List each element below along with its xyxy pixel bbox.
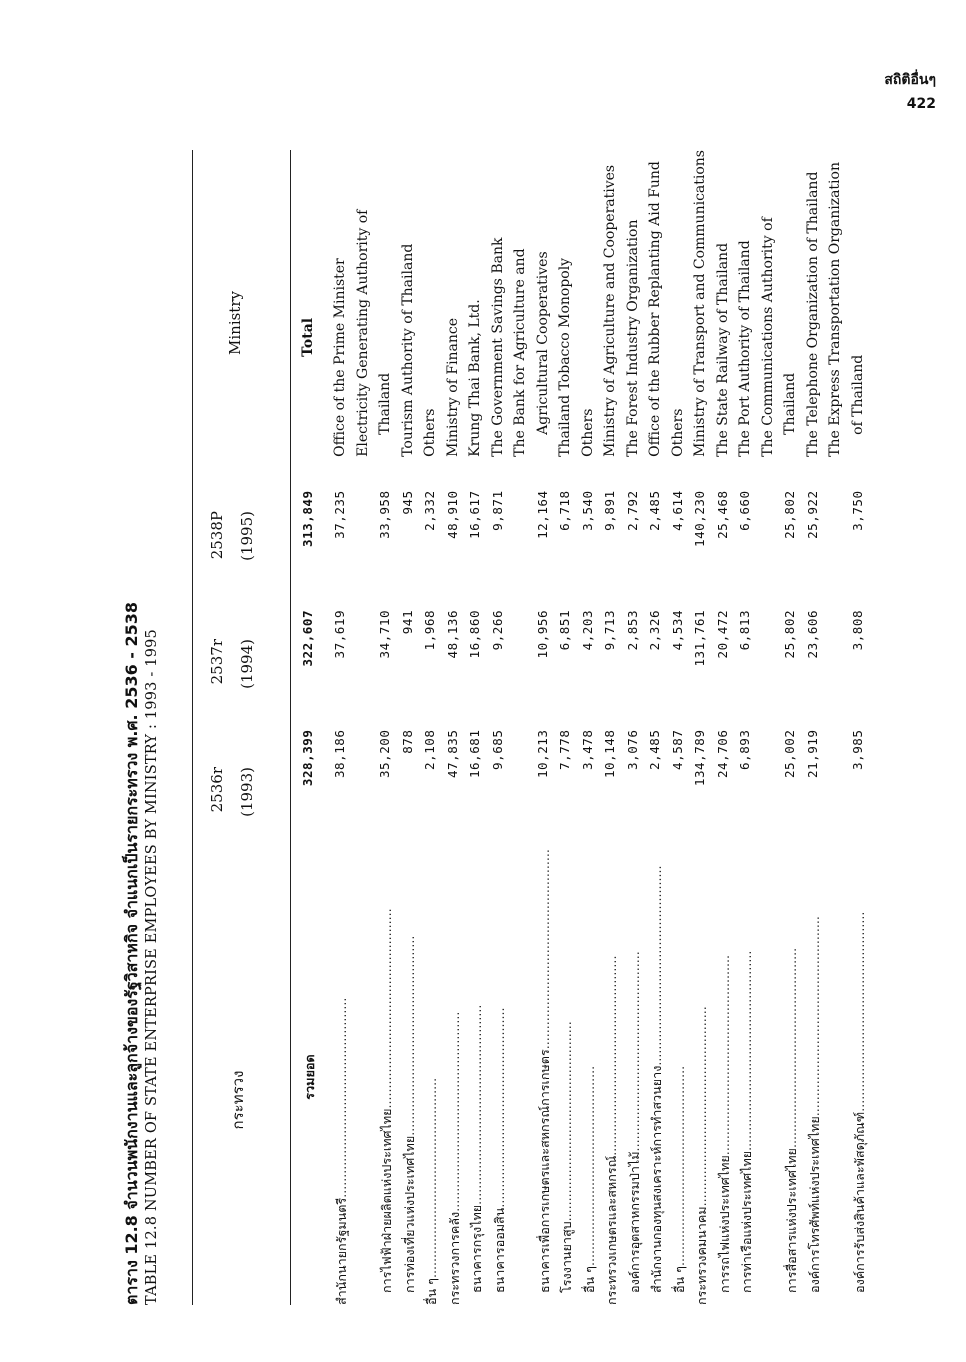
row-value-1994: 941	[399, 609, 415, 635]
row-thai-label	[782, 849, 805, 1305]
thai-label-text: การรถไฟแห่งประเทศไทย	[716, 1155, 732, 1293]
row-value-1993: 47,835	[444, 729, 460, 779]
section-label: สถิติอื่นๆ	[884, 72, 936, 88]
gap	[580, 457, 603, 491]
thai-label-text: สำนักนายกรัฐมนตรี	[334, 1197, 349, 1305]
leader-dots: ..................................................	[401, 935, 417, 1136]
thai-label-text: องค์การอุตสาหกรรมป่าไม้	[626, 1151, 642, 1293]
row-value-1994: 16,860	[467, 609, 482, 659]
leader-dots: ..................................................	[806, 916, 822, 1117]
thai-label-text: อื่น ๆ	[671, 1266, 687, 1293]
row-value-1995: 6,660	[737, 490, 752, 531]
top-rule	[192, 150, 193, 1305]
row-value-1994: 25,802	[782, 609, 797, 659]
row-english-label: Office of the Rubber Replanting Aid Fund	[647, 161, 663, 457]
table-row	[490, 150, 513, 1305]
leader-dots: ..................................................	[581, 1065, 597, 1267]
row-value-1993	[827, 730, 850, 850]
row-value-1993: 2,485	[647, 729, 662, 770]
total-english: Total	[300, 317, 316, 357]
row-english-label: Tourism Authority of Thailand	[399, 243, 416, 457]
table-row	[602, 150, 625, 1305]
row-value-1993: 21,919	[804, 729, 820, 779]
title-thai: ตาราง 12.8 จำนวนพนักงานและลูกจ้างของรัฐวิสาหกิจ จำแนกเป็นรายกระทรวง พ.ศ. 2536 - 2538	[122, 601, 141, 1305]
header-2538	[208, 511, 226, 639]
leader-dots: ..................................................	[536, 849, 552, 1050]
row-english-label: The Port Authority of Thailand	[737, 240, 753, 457]
row-value-1995: 48,910	[444, 490, 460, 539]
row-value-1994	[827, 610, 850, 730]
gap	[737, 457, 760, 491]
table-row	[692, 150, 715, 1305]
row-english-label: Thailand Tobacco Monopoly	[557, 257, 573, 457]
table-row	[400, 150, 423, 1305]
thai-label-text: โรงงานยาสูบ	[559, 1221, 574, 1293]
leader-dots: ..................................................	[559, 1021, 574, 1222]
leader-dots: ..................................................	[671, 1065, 687, 1267]
row-value-1993: 6,893	[737, 729, 752, 770]
row-value-1993: 24,706	[714, 729, 730, 779]
row-value-1995	[355, 490, 378, 610]
table-row	[782, 150, 805, 1305]
table-row	[377, 150, 400, 1305]
table-row	[422, 150, 445, 1305]
row-value-1994	[760, 610, 783, 730]
row-value-1995: 9,891	[602, 490, 617, 531]
row-value-1994: 20,472	[714, 609, 730, 659]
table-row	[355, 150, 378, 1305]
row-english-label: The Government Savings Bank	[489, 237, 506, 457]
leader-dots: ..................................................	[491, 1007, 507, 1208]
table-row	[827, 150, 850, 1305]
row-value-1995	[760, 490, 783, 610]
leader-dots: ..................................................	[446, 1011, 462, 1212]
row-thai-label	[827, 849, 850, 1305]
leader-dots: ..................................................	[739, 950, 754, 1151]
thai-label-text: กระทรวงเกษตรและสหกรณ์	[604, 1155, 619, 1305]
row-thai-label	[625, 849, 648, 1305]
row-value-1993	[512, 730, 535, 850]
row-thai-label	[850, 849, 873, 1305]
row-english-label: Others	[579, 408, 596, 457]
row-english-label: Ministry of Finance	[444, 317, 461, 457]
thai-label-text: กระทรวงการคลัง	[446, 1211, 462, 1305]
row-english-label: Ministry of Agriculture and Cooperatives	[602, 164, 618, 457]
row-value-1993: 38,186	[332, 729, 347, 779]
row-thai-label	[557, 849, 580, 1305]
row-thai-label	[647, 849, 670, 1305]
gap	[715, 457, 738, 491]
row-thai-label	[490, 849, 513, 1305]
table-row	[805, 150, 828, 1305]
row-value-1993	[760, 730, 783, 850]
thai-label-text: อื่น ๆ	[424, 1278, 439, 1305]
row-thai-label	[737, 849, 760, 1305]
row-value-1993: 10,148	[602, 729, 617, 779]
gap	[422, 457, 445, 491]
row-value-1995: 945	[399, 490, 415, 515]
leader-dots: ..................................................	[469, 1004, 484, 1205]
table-row	[467, 150, 490, 1305]
table-title	[120, 135, 168, 1305]
gap	[512, 457, 535, 491]
leader-dots: ..................................................	[379, 908, 394, 1109]
table-row	[580, 150, 603, 1305]
gap	[332, 457, 355, 491]
header-rule	[290, 150, 291, 1305]
row-thai-label	[760, 849, 783, 1305]
row-english-label: Office of the Prime Minister	[332, 258, 348, 457]
gap	[400, 457, 423, 491]
row-value-1993: 3,478	[579, 729, 595, 770]
row-thai-label	[670, 849, 693, 1305]
gap	[760, 457, 783, 491]
row-value-1994: 6,813	[737, 609, 752, 651]
total-1995: 313,849	[300, 490, 315, 547]
table-row	[737, 150, 760, 1305]
row-value-1995: 2,332	[422, 490, 437, 531]
row-english-label: The State Railway of Thailand	[714, 242, 731, 457]
gap	[805, 457, 828, 491]
table-row	[535, 150, 558, 1305]
table-row	[647, 150, 670, 1305]
table-body	[300, 150, 872, 1305]
row-value-1994: 2,853	[624, 609, 640, 651]
row-value-1994: 6,851	[557, 609, 572, 651]
row-value-1994: 131,761	[692, 609, 707, 667]
thai-label-text: กระทรวงคมนาคม	[694, 1206, 709, 1305]
gap	[300, 457, 332, 491]
header-2538-label: 2538P	[208, 511, 226, 560]
row-value-1995	[512, 490, 535, 610]
row-english-label: Agricultural Cooperatives	[534, 251, 551, 435]
row-value-1993: 4,587	[669, 729, 685, 770]
gap	[557, 457, 580, 491]
page-header	[884, 68, 936, 116]
header-thai-ministry: กระทรวง	[229, 1070, 247, 1130]
row-value-1993: 3,076	[624, 729, 640, 770]
leader-dots: ..................................................	[649, 865, 664, 1066]
row-value-1993: 3,985	[849, 729, 865, 770]
row-english-label: of Thailand	[849, 354, 866, 435]
leader-dots: ..................................................	[334, 997, 349, 1198]
row-english-label: Electricity Generating Authority of	[354, 209, 371, 457]
thai-label-text: องค์การรับส่งสินค้าและพัสดุภัณฑ์	[851, 1111, 867, 1293]
gap	[827, 457, 850, 491]
row-value-1994: 2,326	[647, 609, 662, 651]
row-thai-label	[377, 849, 400, 1305]
row-value-1995: 25,468	[714, 490, 730, 539]
row-value-1994: 23,606	[804, 609, 820, 659]
row-value-1994: 3,808	[849, 609, 865, 651]
row-value-1994: 4,534	[669, 609, 685, 651]
row-english-label: Krung Thai Bank, Ltd.	[467, 299, 483, 457]
gap	[625, 457, 648, 491]
table-row	[625, 150, 648, 1305]
thai-label-text: การสื่อสารแห่งประเทศไทย	[784, 1148, 799, 1293]
header-2537-label: 2537r	[208, 639, 226, 685]
thai-label-text: ธนาคารเพื่อการเกษตรและสหกรณ์การเกษตร	[536, 1049, 552, 1293]
gap	[355, 457, 378, 491]
row-thai-label	[805, 849, 828, 1305]
row-thai-label	[332, 849, 355, 1305]
leader-dots: ..................................................	[424, 1077, 439, 1279]
header-2537	[208, 639, 226, 767]
row-thai-label	[445, 849, 468, 1305]
row-english-label: The Forest Industry Organization	[624, 219, 641, 457]
row-value-1995: 3,540	[579, 490, 595, 531]
leader-dots: ..................................................	[784, 947, 799, 1149]
leader-dots: ..................................................	[694, 1006, 709, 1207]
gap	[782, 457, 805, 491]
table-row	[715, 150, 738, 1305]
row-value-1994: 37,619	[332, 609, 347, 659]
gap	[602, 457, 625, 491]
thai-label-text: สำนักงานกองทุนสงเคราะห์การทำสวนยาง	[649, 1065, 664, 1293]
total-row	[300, 150, 332, 1305]
header-1995: (1995)	[238, 511, 256, 561]
page-number: 422	[906, 96, 936, 112]
row-english-label: The Telephone Organization of Thailand	[804, 171, 821, 457]
row-value-1995: 25,922	[804, 490, 820, 539]
row-value-1994: 4,203	[579, 609, 595, 651]
row-value-1993: 35,200	[377, 729, 392, 779]
thai-label-text: องค์การโทรศัพท์แห่งประเทศไทย	[806, 1116, 822, 1293]
row-english-label: The Express Transportation Organization	[827, 162, 843, 457]
thai-label-text: อื่น ๆ	[581, 1266, 597, 1293]
row-value-1993: 7,778	[557, 729, 572, 770]
row-value-1994: 10,956	[534, 609, 550, 659]
row-thai-label	[602, 849, 625, 1305]
table-header	[196, 150, 286, 1305]
row-thai-label	[580, 849, 603, 1305]
table-row	[760, 150, 783, 1305]
row-value-1995: 2,792	[624, 490, 640, 531]
thai-label-text: การท่าเรือแห่งประเทศไทย	[739, 1150, 754, 1293]
leader-dots: ..................................................	[626, 951, 642, 1152]
title-english: TABLE 12.8 NUMBER OF STATE ENTERPRISE EMPLOYEES BY MINISTRY : 1993 - 1995	[144, 629, 160, 1305]
header-1994: (1994)	[238, 639, 256, 689]
row-value-1995: 4,614	[669, 490, 685, 531]
row-value-1993: 25,002	[782, 729, 797, 779]
row-english-label: The Communications Authority of	[759, 217, 776, 457]
row-value-1995	[827, 490, 850, 610]
total-1993: 328,399	[300, 729, 315, 787]
gap	[445, 457, 468, 491]
row-value-1993: 10,213	[534, 729, 550, 779]
row-value-1995: 16,617	[467, 490, 482, 539]
row-value-1994	[355, 610, 378, 730]
gap	[377, 457, 400, 491]
row-value-1993	[355, 730, 378, 850]
gap	[490, 457, 513, 491]
row-value-1995: 12,164	[534, 490, 550, 539]
header-1993: (1993)	[238, 767, 256, 817]
row-value-1995: 2,485	[647, 490, 662, 531]
thai-label-text: ธนาคารกรุงไทย	[469, 1204, 484, 1293]
row-value-1994	[512, 610, 535, 730]
header-2536	[208, 767, 226, 895]
row-thai-label	[715, 849, 738, 1305]
row-value-1995: 6,718	[557, 490, 572, 531]
leader-dots: ..................................................	[604, 955, 619, 1156]
row-value-1995: 140,230	[692, 490, 707, 547]
gap	[647, 457, 670, 491]
thai-label-text: การไฟฟ้าฝ่ายผลิตแห่งประเทศไทย	[379, 1108, 394, 1293]
table-row	[512, 150, 535, 1305]
gap	[535, 457, 558, 491]
row-english-label: Others	[422, 408, 438, 457]
gap	[850, 457, 873, 491]
thai-label-text: การท่องเที่ยวแห่งประเทศไทย	[401, 1135, 417, 1293]
row-thai-label	[467, 849, 490, 1305]
table-row	[332, 150, 355, 1305]
leader-dots: ..................................................	[851, 911, 867, 1112]
gap	[670, 457, 693, 491]
gap	[467, 457, 490, 491]
row-thai-label	[692, 849, 715, 1305]
row-value-1994: 34,710	[377, 609, 392, 659]
row-thai-label	[400, 849, 423, 1305]
table-row	[850, 150, 873, 1305]
row-value-1993: 9,685	[489, 729, 505, 770]
row-thai-label	[355, 849, 378, 1305]
row-value-1993: 134,789	[692, 729, 707, 787]
row-english-label: The Bank for Agriculture and	[512, 248, 528, 457]
row-value-1995: 25,802	[782, 490, 797, 539]
leader-dots: ..................................................	[716, 955, 732, 1156]
row-thai-label	[535, 849, 558, 1305]
row-english-label: Ministry of Transport and Communications	[692, 150, 708, 457]
row-value-1995: 33,958	[377, 490, 392, 539]
total-1994: 322,607	[300, 609, 315, 667]
row-value-1993: 16,681	[467, 729, 482, 779]
rotated-table-page	[120, 135, 900, 1305]
row-value-1994: 48,136	[444, 609, 460, 659]
row-english-label: Thailand	[782, 372, 798, 435]
row-value-1994: 1,968	[422, 609, 437, 651]
table-row	[670, 150, 693, 1305]
thai-label-text: ธนาคารออมสิน	[491, 1207, 507, 1293]
gap	[692, 457, 715, 491]
row-value-1994: 9,266	[489, 609, 505, 651]
table-row	[557, 150, 580, 1305]
row-thai-label	[422, 849, 445, 1305]
header-2536-label: 2536r	[208, 767, 226, 813]
data-table	[300, 150, 872, 1305]
row-english-label: Thailand	[377, 372, 393, 435]
row-value-1994: 9,713	[602, 609, 617, 651]
row-value-1995: 9,871	[489, 490, 505, 531]
row-thai-label	[512, 849, 535, 1305]
row-value-1995: 37,235	[332, 490, 347, 539]
row-english-label: Others	[669, 408, 686, 457]
total-thai: รวมยอด	[302, 1054, 317, 1100]
row-value-1993: 2,108	[422, 729, 437, 770]
row-value-1995: 3,750	[849, 490, 865, 531]
table-row	[445, 150, 468, 1305]
header-english-ministry: Ministry	[226, 291, 244, 355]
row-value-1993: 878	[399, 729, 415, 754]
